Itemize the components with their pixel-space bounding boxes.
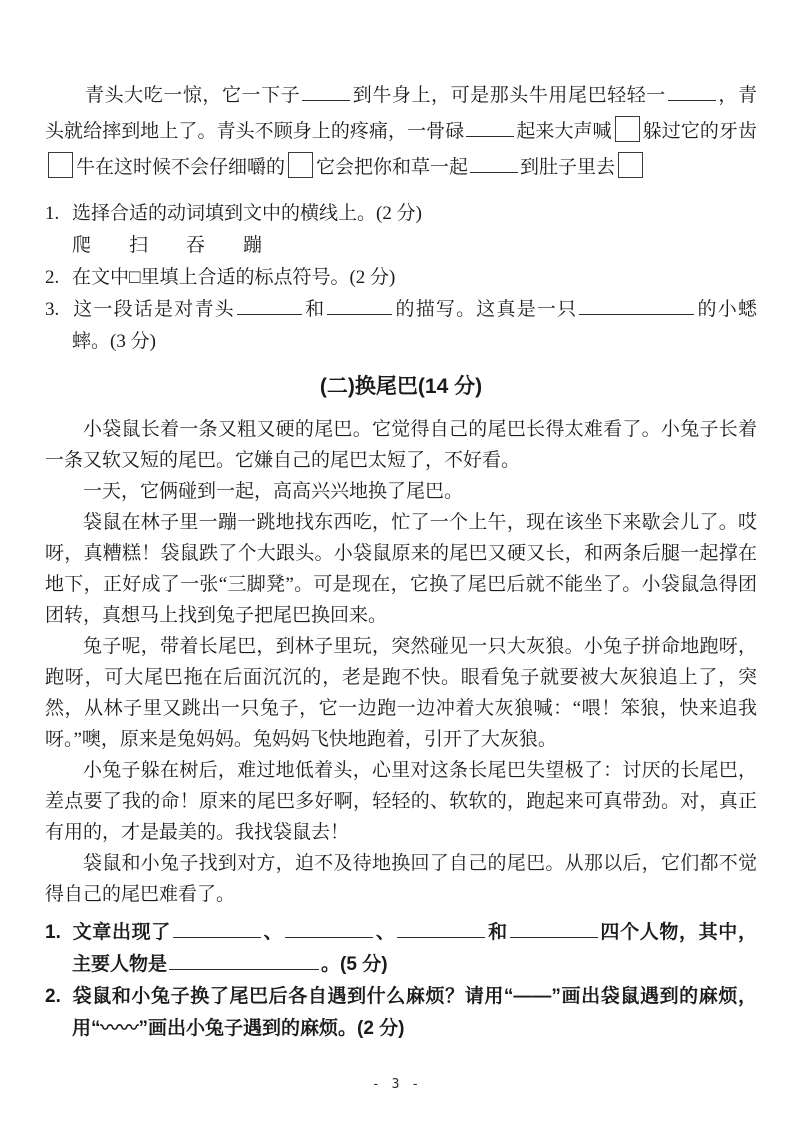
word-bank-item: 蹦 <box>243 235 263 256</box>
passage-text: 牛在这时候不会仔细嚼的 <box>76 157 286 178</box>
passage-text: 青头大吃一惊，它一下子 <box>85 85 301 106</box>
answer-blank <box>397 919 485 938</box>
passage-text: 到肚子里去 <box>520 157 616 178</box>
word-bank-item: 扫 <box>129 235 149 256</box>
question-text: 四个人物，其中，主要人物是 <box>72 922 757 975</box>
section-2-title: (二)换尾巴(14 分) <box>319 375 483 398</box>
question-number: 3. <box>45 299 60 320</box>
answer-blank <box>237 296 302 315</box>
passage-paragraph: 一天，它俩碰到一起，高高兴兴地换了尾巴。 <box>83 481 464 502</box>
question-number: 1. <box>45 203 60 224</box>
answer-blank <box>302 82 350 101</box>
reading-passage-1 <box>45 78 757 186</box>
reading-passage-2 <box>45 414 757 910</box>
question-text: 的小蟋蟀。(3 分) <box>72 299 757 352</box>
answer-blank <box>173 919 261 938</box>
question-2-2 <box>45 981 757 1045</box>
answer-blank <box>510 919 598 938</box>
page-content <box>45 78 757 1045</box>
punctuation-box <box>618 152 643 178</box>
question-1-1 <box>45 198 757 230</box>
passage-text: 起来大声喊 <box>516 121 612 142</box>
question-1-3 <box>45 294 757 358</box>
question-text: 和 <box>303 299 326 320</box>
passage-text: 躲过它的牙齿 <box>642 121 757 142</box>
answer-blank <box>466 118 514 137</box>
question-text: 的描写。这真是一只 <box>394 299 578 320</box>
passage-text: ，青头就给摔到地上了。青头不顾身上的疼痛，一骨碌 <box>45 85 757 142</box>
answer-blank <box>327 296 392 315</box>
question-text: 、 <box>262 922 284 943</box>
punctuation-box <box>288 152 313 178</box>
question-number: 1. <box>45 922 61 943</box>
question-1-2 <box>45 262 757 294</box>
passage-paragraph: 袋鼠在林子里一蹦一跳地找东西吃，忙了一个上午，现在该坐下来歇会儿了。哎呀，真糟糕！袋鼠跌了个大跟头。小袋鼠原来的尾巴又硬又长，和两条后腿一起撑在地下，正好成了一张“三脚凳”。可是现在，它换了尾巴后就不能坐了。小袋鼠急得团团转，真想马上找到兔子把尾巴换回来。 <box>45 512 757 626</box>
word-bank-item: 爬 <box>72 235 92 256</box>
answer-blank <box>668 82 716 101</box>
punctuation-box <box>615 116 640 142</box>
section-1-questions <box>45 198 757 358</box>
page-number: - 3 - <box>371 1077 422 1092</box>
question-text: 。(5 分) <box>321 954 388 975</box>
question-number: 2. <box>45 986 61 1007</box>
answer-blank <box>169 951 319 970</box>
answer-blank <box>470 154 518 173</box>
question-text: 袋鼠和小兔子换了尾巴后各自遇到什么麻烦？请用“——”画出袋鼠遇到的麻烦，用“〰〰”画出小兔子遇到的麻烦。(2 分) <box>72 986 757 1039</box>
question-number: 2. <box>45 267 60 288</box>
word-bank-item: 吞 <box>186 235 206 256</box>
question-text: 这一段话是对青头 <box>72 299 235 320</box>
punctuation-box <box>48 152 73 178</box>
passage-text: 它会把你和草一起 <box>316 157 469 178</box>
passage-text: 到牛身上，可是那头牛用尾巴轻轻一 <box>352 85 666 106</box>
answer-blank <box>579 296 694 315</box>
question-text: 文章出现了 <box>72 922 171 943</box>
question-2-1 <box>45 917 757 981</box>
answer-blank <box>285 919 373 938</box>
question-text: 在文中□里填上合适的标点符号。(2 分) <box>72 267 396 288</box>
word-bank <box>45 230 757 262</box>
passage-paragraph: 袋鼠和小兔子找到对方，迫不及待地换回了自己的尾巴。从那以后，它们都不觉得自己的尾巴难看了。 <box>45 853 757 905</box>
passage-paragraph: 兔子呢，带着长尾巴，到林子里玩，突然碰见一只大灰狼。小兔子拼命地跑呀，跑呀，可大尾巴拖在后面沉沉的，老是跑不快。眼看兔子就要被大灰狼追上了，突然，从林子里又跳出一只兔子，它一边跑一边冲着大灰狼喊：“喂！笨狼，快来追我呀。”噢，原来是兔妈妈。兔妈妈飞快地跑着，引开了大灰狼。 <box>45 636 757 750</box>
passage-paragraph: 小袋鼠长着一条又粗又硬的尾巴。它觉得自己的尾巴长得太难看了。小兔子长着一条又软又短的尾巴。它嫌自己的尾巴太短了，不好看。 <box>45 419 757 471</box>
question-text: 、 <box>375 922 396 943</box>
question-text: 选择合适的动词填到文中的横线上。(2 分) <box>72 203 422 224</box>
section-2-questions <box>45 917 757 1045</box>
question-text: 和 <box>487 922 508 943</box>
passage-paragraph: 小兔子躲在树后，难过地低着头，心里对这条长尾巴失望极了：讨厌的长尾巴，差点要了我的命！原来的尾巴多好啊，轻轻的、软软的，跑起来可真带劲。对，真正有用的，才是最美的。我找袋鼠去！ <box>45 760 757 843</box>
